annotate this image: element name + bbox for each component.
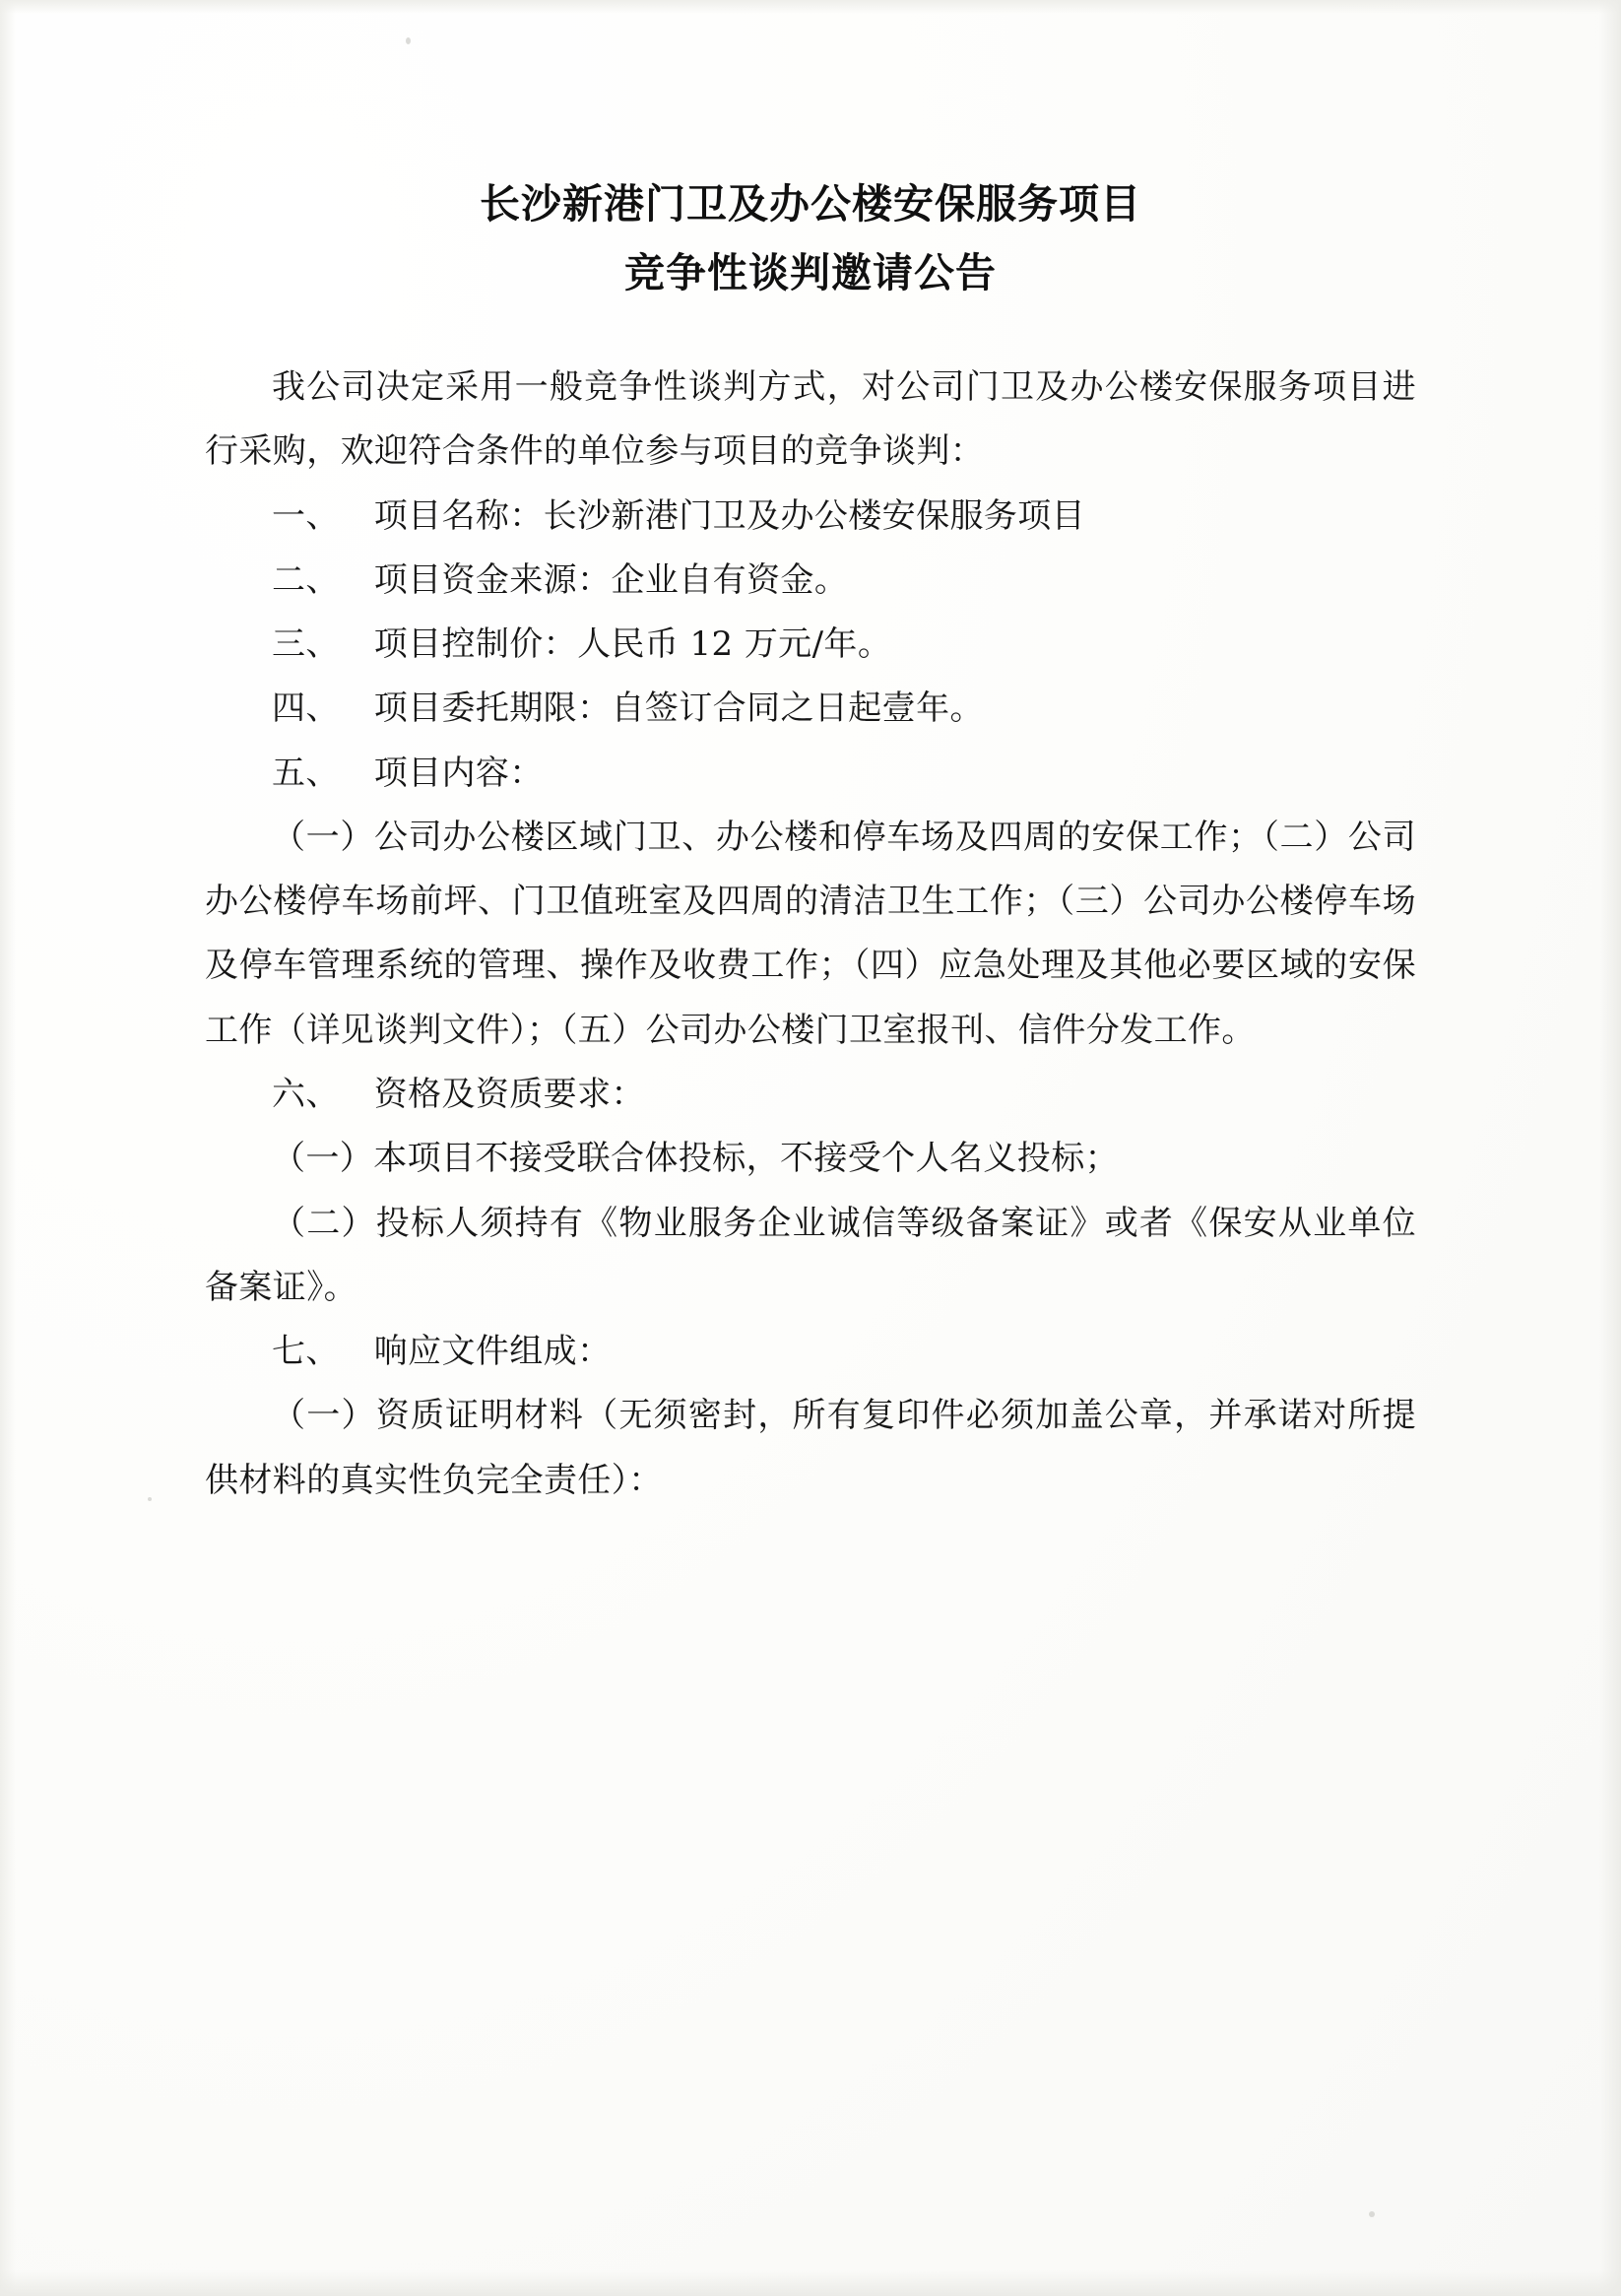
item-number: 四、 [272,689,340,729]
item-number: 三、 [272,624,340,665]
item-number: 一、 [272,495,340,536]
numbered-item-6 [205,1063,1416,1127]
numbered-item-5 [205,742,1416,806]
item-number: 五、 [272,753,340,793]
page-title [205,173,1416,304]
title-line-1: 长沙新港门卫及办公楼安保服务项目 [480,180,1141,228]
item-text: 项目委托期限：自签订合同之日起壹年。 [373,689,984,729]
page-edge-shadow-top [0,0,1621,14]
numbered-item-7 [205,1320,1416,1384]
qualification-paragraph-1: （一）本项目不接受联合体投标，不接受个人名义投标； [272,1139,1119,1179]
paper-speck [406,37,411,44]
title-line-2: 竞争性谈判邀请公告 [624,248,997,296]
page-edge-shadow-right [1599,0,1621,2296]
item-number: 七、 [272,1332,340,1372]
item-number: 六、 [272,1075,340,1115]
item-number: 二、 [272,559,340,600]
project-content-paragraph: （一）公司办公楼区域门卫、办公楼和停车场及四周的安保工作；（二）公司办公楼停车场前坪、门卫值班室及四周的清洁卫生工作；（三）公司办公楼停车场及停车管理系统的管理、操作及收费工作；（四）应急处理及其他必要区域的安保工作（详见谈判文件）；（五）公司办公楼门卫室报刊、信件分发工作。 [205,817,1416,1050]
numbered-item-3 [205,613,1416,677]
paper-speck [148,1497,152,1501]
numbered-item-2 [205,549,1416,613]
numbered-item-1 [205,485,1416,549]
item-text: 项目内容： [373,753,544,793]
document-body [205,173,1416,1513]
intro-paragraph: 我公司决定采用一般竞争性谈判方式，对公司门卫及办公楼安保服务项目进行采购，欢迎符合条件的单位参与项目的竞争谈判： [205,367,1416,472]
item-text: 响应文件组成： [373,1332,612,1372]
item-text: 资格及资质要求： [373,1075,645,1115]
page-edge-shadow-left [0,0,16,2296]
item-text: 项目控制价：人民币 12 万元/年。 [373,624,892,665]
response-paragraph-1: （一）资质证明材料（无须密封，所有复印件必须加盖公章，并承诺对所提供材料的真实性负完全责任）： [205,1396,1416,1500]
paper-speck [1369,2211,1375,2217]
item-text: 项目资金来源：企业自有资金。 [373,559,849,600]
page-edge-shadow-bottom [0,2270,1621,2296]
item-text: 项目名称：长沙新港门卫及办公楼安保服务项目 [373,495,1086,536]
document-text [205,356,1416,1513]
qualification-paragraph-2: （二）投标人须持有《物业服务企业诚信等级备案证》或者《保安从业单位备案证》。 [205,1203,1416,1307]
numbered-item-4 [205,677,1416,741]
